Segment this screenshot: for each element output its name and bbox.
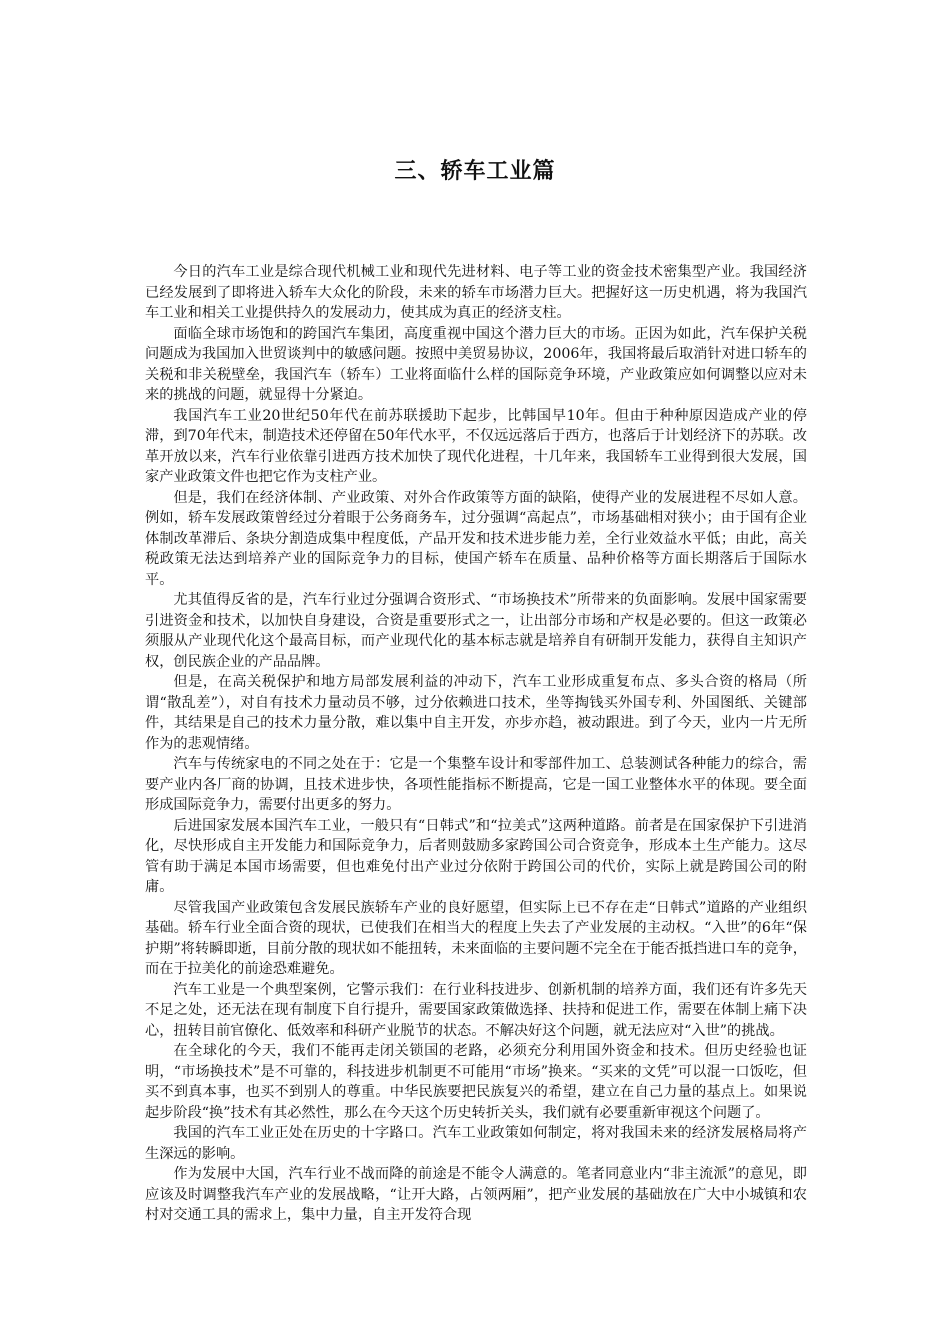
paragraph: 今日的汽车工业是综合现代机械工业和现代先进材料、电子等工业的资金技术密集型产业。我国经济已经发展到了即将进入轿车大众化的阶段，未来的轿车市场潜力巨大。把握好这一历史机遇，将为我国汽车工业和相关工业提供持久的发展动力，使其成为真正的经济支柱。 — [145, 264, 807, 321]
paragraph: 在全球化的今天，我们不能再走闭关锁国的老路，必须充分利用国外资金和技术。但历史经验也证明，“市场换技术”是不可靠的，科技进步机制更不可能用“市场”换来。“买来的文凭”可以混一口饭吃，但买不到真本事，也买不到别人的尊重。中华民族要把民族复兴的希望，建立在自己力量的基点上。如果说起步阶段“换”技术有其必然性，那么在今天这个历史转折关头，我们就有必要重新审视这个问题了。 — [145, 1043, 807, 1121]
paragraph: 我国的汽车工业正处在历史的十字路口。汽车工业政策如何制定，将对我国未来的经济发展格局将产生深远的影响。 — [145, 1125, 807, 1162]
paragraph: 但是，我们在经济体制、产业政策、对外合作政策等方面的缺陷，使得产业的发展进程不尽如人意。例如，轿车发展政策曾经过分着眼于公务商务车，过分强调“高起点”，市场基础相对狭小；由于国有企业体制改革滞后、条块分割造成集中程度低，产品开发和技术进步能力差，全行业效益水平低；由此，高关税政策无法达到培养产业的国际竞争力的目标，使国产轿车在质量、品种价格等方面长期落后于国际水平。 — [145, 489, 807, 588]
document-body — [145, 262, 807, 1226]
document-title: 三、轿车工业篇 — [394, 159, 556, 184]
paragraph: 作为发展中大国，汽车行业不战而降的前途是不能令人满意的。笔者同意业内“非主流派”的意见，即应该及时调整我汽车产业的发展战略，“让开大路，占领两厢”，把产业发展的基础放在广大中小城镇和农村对交通工具的需求上，集中力量，自主开发符合现 — [145, 1166, 807, 1223]
paragraph: 但是，在高关税保护和地方局部发展利益的冲动下，汽车工业形成重复布点、多头合资的格局（所谓“散乱差”），对自有技术力量动员不够，过分依赖进口技术，坐等掏钱买外国专利、外国图纸、关键部件，其结果是自己的技术力量分散，难以集中自主开发，亦步亦趋，被动跟进。到了今天，业内一片无所作为的悲观情绪。 — [145, 674, 807, 752]
paragraph: 后进国家发展本国汽车工业，一般只有“日韩式”和“拉美式”这两种道路。前者是在国家保护下引进消化，尽快形成自主开发能力和国际竞争力，后者则鼓励多家跨国公司合资竞争，形成本土生产能力。这尽管有助于满足本国市场需要，但也难免付出产业过分依附于跨国公司的代价，实际上就是跨国公司的附庸。 — [145, 817, 807, 895]
paragraph: 汽车与传统家电的不同之处在于：它是一个集整车设计和零部件加工、总装测试各种能力的综合，需要产业内各厂商的协调，且技术进步快，各项性能指标不断提高，它是一国工业整体水平的体现。要全面形成国际竞争力，需要付出更多的努力。 — [145, 756, 807, 813]
paragraph: 尽管我国产业政策包含发展民族轿车产业的良好愿望，但实际上已不存在走“日韩式”道路的产业组织基础。轿车行业全面合资的现状，已使我们在相当大的程度上失去了产业发展的主动权。“入世”的6年“保护期”将转瞬即逝，目前分散的现状如不能扭转，未来面临的主要问题不完全在于能否抵挡进口车的竞争，而在于拉美化的前途恐难避免。 — [145, 899, 807, 977]
paragraph: 我国汽车工业20世纪50年代在前苏联援助下起步，比韩国早10年。但由于种种原因造成产业的停滞，到70年代末，制造技术还停留在50年代水平，不仅远远落后于西方，也落后于计划经济下的苏联。改革开放以来，汽车行业依靠引进西方技术加快了现代化进程，十几年来，我国轿车工业得到很大发展，国家产业政策文件也把它作为支柱产业。 — [145, 407, 807, 485]
paragraph: 尤其值得反省的是，汽车行业过分强调合资形式、“市场换技术”所带来的负面影响。发展中国家需要引进资金和技术，以加快自身建设，合资是重要形式之一，让出部分市场和产权是必要的。但这一政策必须服从产业现代化这个最高目标，而产业现代化的基本标志就是培养自有研制开发能力，获得自主知识产权，创民族企业的产品品牌。 — [145, 592, 807, 670]
paragraph: 面临全球市场饱和的跨国汽车集团，高度重视中国这个潜力巨大的市场。正因为如此，汽车保护关税问题成为我国加入世贸谈判中的敏感问题。按照中美贸易协议，2006年，我国将最后取消针对进口轿车的关税和非关税壁垒，我国汽车（轿车）工业将面临什么样的国际竞争环境，产业政策应如何调整以应对未来的挑战的问题，就显得十分紧迫。 — [145, 325, 807, 403]
paragraph: 汽车工业是一个典型案例，它警示我们：在行业科技进步、创新机制的培养方面，我们还有许多先天不足之处，还无法在现有制度下自行提升，需要国家政策做选择、扶持和促进工作，需要在体制上痛下决心，扭转目前官僚化、低效率和科研产业脱节的状态。不解决好这个问题，就无法应对“入世”的挑战。 — [145, 981, 807, 1039]
